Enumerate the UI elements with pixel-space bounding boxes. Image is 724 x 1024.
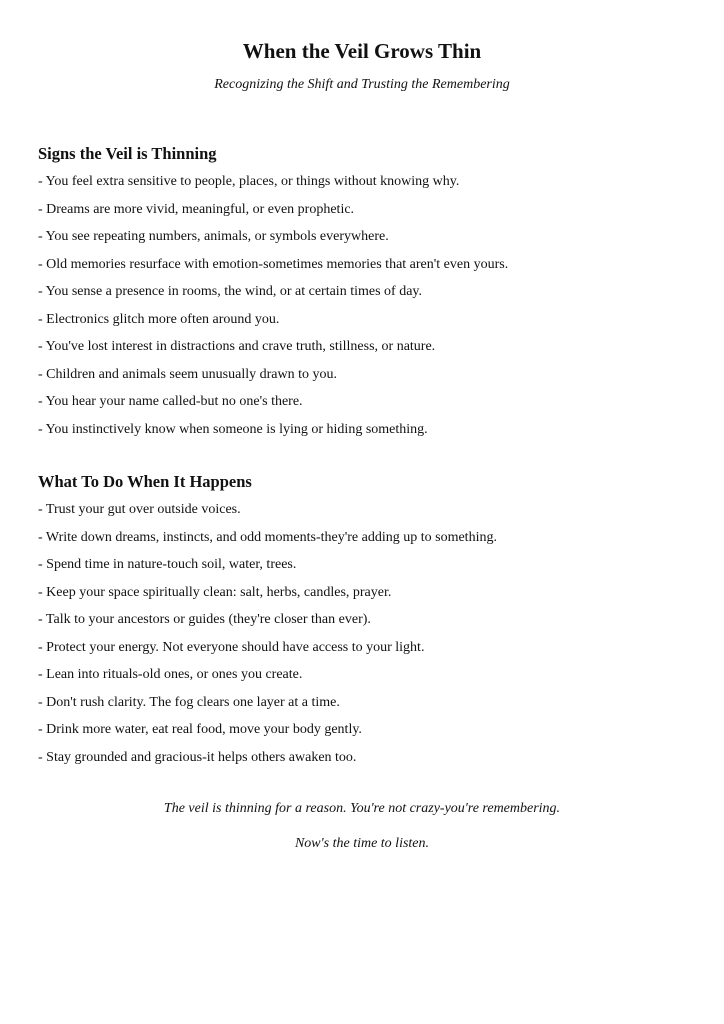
section-heading: What To Do When It Happens <box>38 472 252 491</box>
list-item: - You hear your name called-but no one's there. <box>38 394 303 409</box>
list-item: - Write down dreams, instincts, and odd moments-they're adding up to something. <box>38 529 497 545</box>
list-item: - Drink more water, eat real food, move your body gently. <box>38 722 362 737</box>
list-item: - Stay grounded and gracious-it helps others awaken too. <box>38 749 357 765</box>
list-item: - Trust your gut over outside voices. <box>38 502 241 517</box>
section-heading: Signs the Veil is Thinning <box>38 144 217 163</box>
list-item: - You sense a presence in rooms, the wind, or at certain times of day. <box>38 284 422 299</box>
signs-list <box>38 173 698 439</box>
list-item: - You've lost interest in distractions and crave truth, stillness, or nature. <box>38 339 436 354</box>
closing-line: Now's the time to listen. <box>294 836 430 851</box>
list-item: - You instinctively know when someone is lying or hiding something. <box>38 421 428 437</box>
actions-list <box>38 501 698 767</box>
list-item: - Talk to your ancestors or guides (they're closer than ever). <box>38 612 371 627</box>
list-item: - Children and animals seem unusually drawn to you. <box>38 366 337 382</box>
list-item: - You feel extra sensitive to people, places, or things without knowing why. <box>38 174 460 189</box>
list-item: - Dreams are more vivid, meaningful, or even prophetic. <box>38 201 355 217</box>
list-item: - Don't rush clarity. The fog clears one layer at a time. <box>38 694 340 710</box>
list-item: - Electronics glitch more often around you. <box>38 311 280 327</box>
list-item: - You see repeating numbers, animals, or symbols everywhere. <box>38 229 389 244</box>
list-item: - Spend time in nature-touch soil, water, trees. <box>38 557 297 572</box>
list-item: - Old memories resurface with emotion-sometimes memories that aren't even yours. <box>38 256 509 272</box>
list-item: - Protect your energy. Not everyone should have access to your light. <box>38 639 425 655</box>
list-item: - Lean into rituals-old ones, or ones you create. <box>38 667 303 682</box>
closing-line: The veil is thinning for a reason. You're not crazy-you're remembering. <box>163 801 561 816</box>
list-item: - Keep your space spiritually clean: salt, herbs, candles, prayer. <box>38 584 392 600</box>
section-what-to-do <box>38 472 698 776</box>
page-subtitle: Recognizing the Shift and Trusting the Remembering <box>214 77 510 92</box>
page-title: When the Veil Grows Thin <box>242 39 482 63</box>
section-signs <box>38 144 698 448</box>
